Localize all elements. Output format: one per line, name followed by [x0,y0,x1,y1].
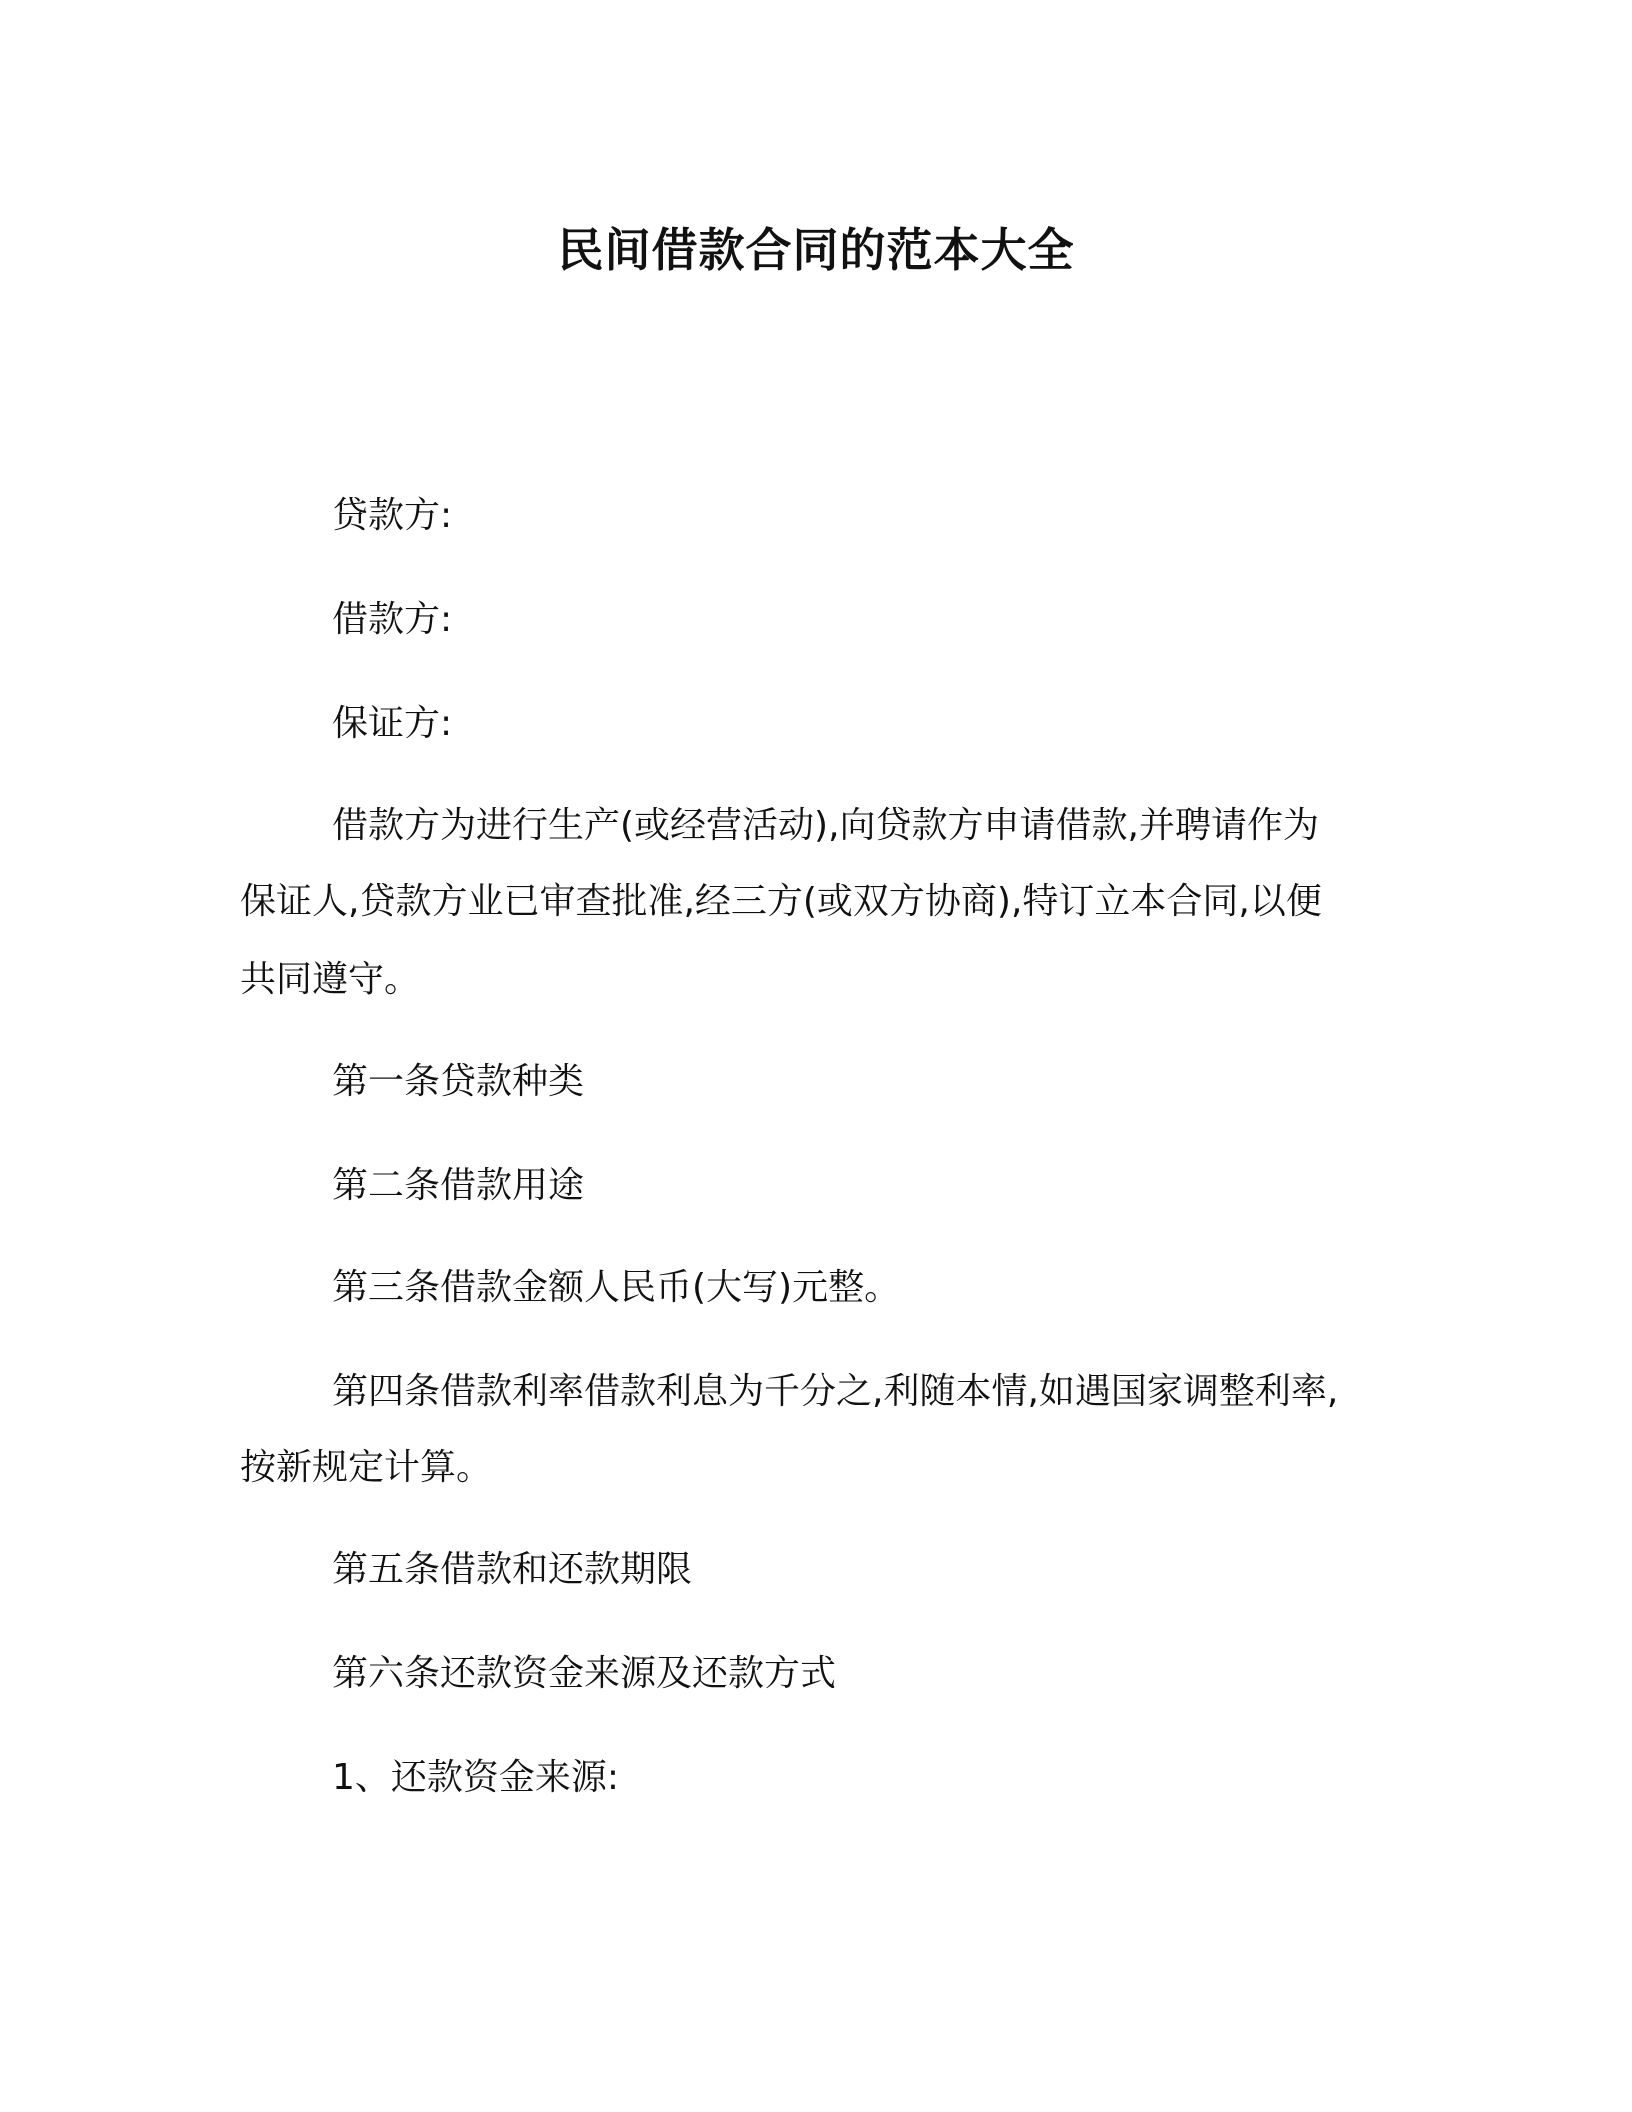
article-1: 第一条贷款种类 [332,1061,585,1102]
article-6-item-1: 1、还款资金来源: [332,1757,620,1798]
article-2: 第二条借款用途 [332,1165,585,1206]
article-3: 第三条借款金额人民币(大写)元整。 [332,1267,901,1308]
lender-label: 贷款方: [332,495,453,536]
document-title: 民间借款合同的范本大全 [557,223,1075,277]
preamble-line-1: 借款方为进行生产(或经营活动),向贷款方申请借款,并聘请作为 [332,805,1319,846]
article-6: 第六条还款资金来源及还款方式 [332,1653,837,1694]
preamble-line-3: 共同遵守。 [240,959,421,1000]
article-5: 第五条借款和还款期限 [332,1549,693,1590]
article-4-line-2: 按新规定计算。 [240,1447,493,1488]
preamble-line-2: 保证人,贷款方业已审查批准,经三方(或双方协商),特订立本合同,以便 [240,881,1322,922]
borrower-label: 借款方: [332,599,453,640]
article-4-line-1: 第四条借款利率借款利息为千分之,利随本情,如遇国家调整利率, [332,1371,1339,1412]
guarantor-label: 保证方: [332,703,453,744]
